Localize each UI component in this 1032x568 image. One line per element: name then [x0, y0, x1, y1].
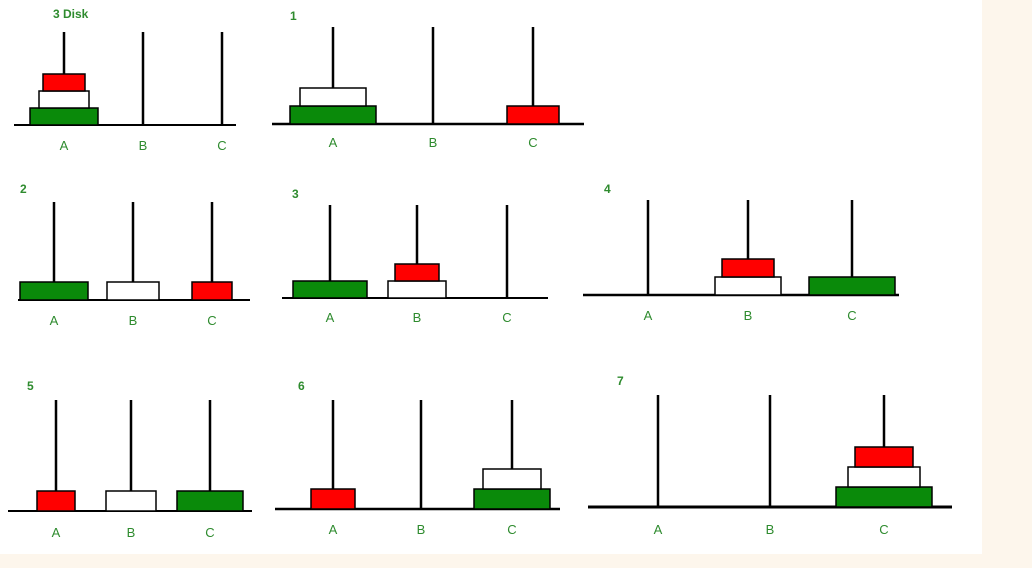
panel-step-6	[275, 379, 560, 537]
disk-medium	[715, 277, 781, 295]
peg-label: C	[528, 135, 538, 150]
panel-step-0	[14, 7, 236, 153]
panel-step-7	[588, 374, 952, 537]
peg-label: A	[328, 522, 338, 537]
peg-label: B	[765, 522, 775, 537]
disk-large	[293, 281, 367, 298]
disk-small	[43, 74, 85, 91]
peg-label: C	[847, 308, 857, 323]
panel-step-2	[18, 182, 250, 328]
peg-label: C	[205, 525, 215, 540]
panel-step-3	[282, 187, 548, 325]
peg-label: B	[412, 310, 422, 325]
peg-label: B	[743, 308, 753, 323]
disk-small	[395, 264, 439, 281]
disk-large	[474, 489, 550, 509]
disk-large	[809, 277, 895, 295]
panel-step-1	[272, 9, 584, 150]
panel-title: 1	[290, 9, 297, 23]
peg-label: B	[416, 522, 426, 537]
panel-title: 5	[27, 379, 34, 393]
peg-label: A	[643, 308, 653, 323]
disk-small	[507, 106, 559, 124]
disk-small	[311, 489, 355, 509]
disk-small	[192, 282, 232, 300]
peg-label: C	[207, 313, 217, 328]
peg-label: C	[502, 310, 512, 325]
peg-label: A	[49, 313, 59, 328]
panel-title: 3 Disk	[53, 7, 89, 21]
panel-step-4	[583, 182, 899, 323]
peg-label: A	[653, 522, 663, 537]
disk-medium	[848, 467, 920, 487]
peg-label: C	[507, 522, 517, 537]
panel-title: 2	[20, 182, 27, 196]
panel-title: 3	[292, 187, 299, 201]
disk-large	[836, 487, 932, 507]
disk-large	[20, 282, 88, 300]
panel-title: 7	[617, 374, 624, 388]
peg-label: B	[428, 135, 438, 150]
disk-medium	[107, 282, 159, 300]
peg-label: A	[325, 310, 335, 325]
disk-medium	[483, 469, 541, 489]
peg-label: B	[126, 525, 136, 540]
peg-label: A	[59, 138, 69, 153]
disk-large	[177, 491, 243, 511]
disk-medium	[39, 91, 89, 108]
disk-medium	[300, 88, 366, 106]
panel-step-5	[8, 379, 252, 540]
peg-label: A	[51, 525, 61, 540]
panel-title: 4	[604, 182, 611, 196]
disk-large	[290, 106, 376, 124]
disk-medium	[106, 491, 156, 511]
disk-medium	[388, 281, 446, 298]
disk-small	[855, 447, 913, 467]
peg-label: C	[217, 138, 227, 153]
disk-small	[37, 491, 75, 511]
peg-label: B	[138, 138, 148, 153]
peg-label: C	[879, 522, 889, 537]
panel-title: 6	[298, 379, 305, 393]
disk-small	[722, 259, 774, 277]
peg-label: A	[328, 135, 338, 150]
disk-large	[30, 108, 98, 125]
peg-label: B	[128, 313, 138, 328]
